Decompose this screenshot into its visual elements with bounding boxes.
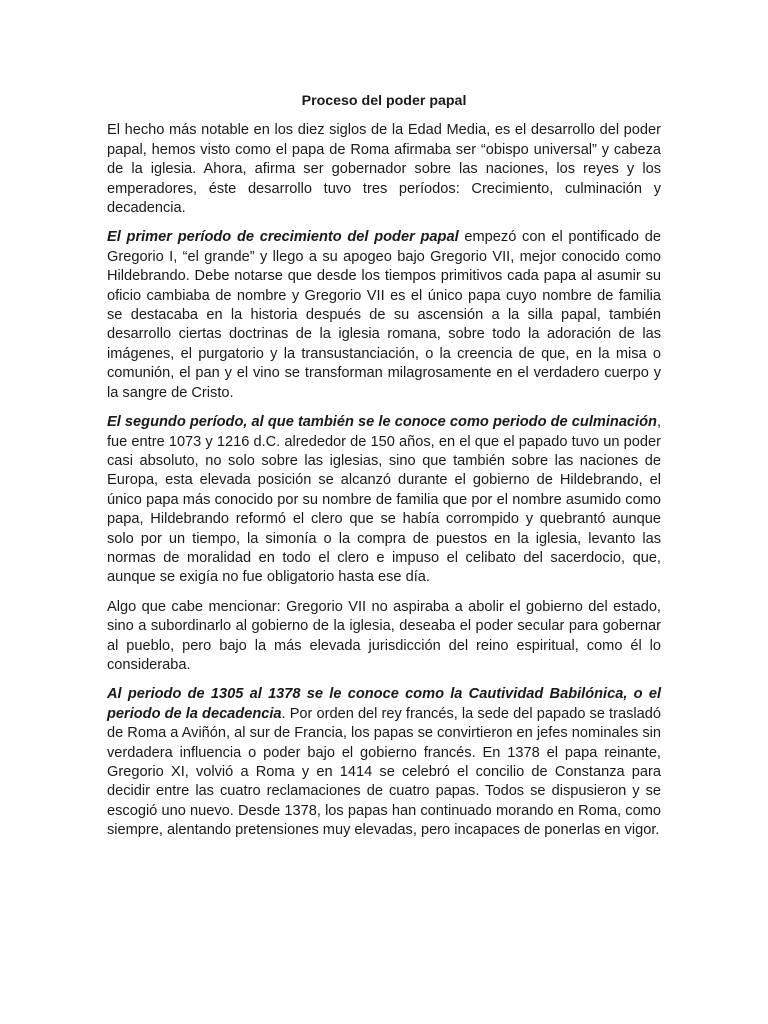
- paragraph-text: , fue entre 1073 y 1216 d.C. alrededor de 150 años, en el que el papado tuvo un poder casi absoluto, no solo sobre las iglesias, sino que también sobre las naciones de Europa, esta elevada posición se alcanzó durante el gobierno de Hildebrando, el único papa más conocido por su nombre de familia que por el nombre asumido como papa, Hildebrando reformó el clero que se había corrompido y quebrantó aunque solo por un tiempo, la simonía o la compra de puestos en la iglesia, levanto las normas de moralidad en todo el clero e impuso el celibato del sacerdocio, que, aunque se exigía no fue obligatorio hasta ese día.: [107, 414, 661, 586]
- paragraph-text: Algo que cabe mencionar: Gregorio VII no aspiraba a abolir el gobierno del estado, sino a subordinarlo al gobierno de la iglesia, deseaba el poder secular para gobernar al pueblo, pero bajo la más elevada jurisdicción del reino espiritual, como él lo consideraba.: [107, 598, 661, 673]
- paragraph-lead-heading: El segundo período, al que también se le conoce como periodo de culminación: [107, 414, 657, 431]
- paragraph-first-period: [107, 228, 661, 403]
- paragraph-introduction: [107, 121, 661, 218]
- paragraph-text: El hecho más notable en los diez siglos de la Edad Media, es el desarrollo del poder papal, hemos visto como el papa de Roma afirmaba ser “obispo universal” y cabeza de la iglesia. Ahora, afirma ser gobernador sobre las naciones, los reyes y los emperadores, éste desarrollo tuvo tres períodos: Crecimiento, culminación y decadencia.: [107, 122, 661, 217]
- paragraph-third-period: [107, 685, 661, 840]
- document-title: Proceso del poder papal: [301, 93, 467, 109]
- paragraph-second-period: [107, 413, 661, 588]
- paragraph-note: [107, 598, 661, 676]
- paragraph-text: empezó con el pontificado de Gregorio I, “el grande” y llego a su apogeo bajo Gregorio VII, mejor conocido como Hildebrando. Debe notarse que desde los tiempos primitivos cada papa al asumir su oficio cambiaba de nombre y Gregorio VII es el único papa cuyo nombre de familia se destacaba en la historia después de su ascensión a la silla papal, también desarrollo ciertas doctrinas de la iglesia romana, sobre todo la adoración de las imágenes, el purgatorio y la transustanciación, o la creencia de que, en la misa o comunión, el pan y el vino se transforman milagrosamente en el verdadero cuerpo y la sangre de Cristo.: [107, 229, 661, 401]
- paragraph-lead-heading: Al periodo de 1305 al 1378 se le conoce como la Cautividad Babilónica, o el periodo de la decadencia: [107, 686, 661, 722]
- document-page: [107, 92, 661, 851]
- paragraph-text: . Por orden del rey francés, la sede del papado se trasladó de Roma a Aviñón, al sur de Francia, los papas se convirtieron en jefes nominales sin verdadera influencia o poder bajo el gobierno francés. En 1378 el papa reinante, Gregorio XI, volvió a Roma y en 1414 se celebró el concilio de Constanza para decidir entre las cuatro reclamaciones de cuatro papas. Todos se dispusieron y se escogió uno nuevo. Desde 1378, los papas han continuado morando en Roma, como siempre, alentando pretensiones muy elevadas, pero incapaces de ponerlas en vigor.: [107, 705, 661, 839]
- paragraph-lead-heading: El primer período de crecimiento del poder papal: [107, 229, 459, 246]
